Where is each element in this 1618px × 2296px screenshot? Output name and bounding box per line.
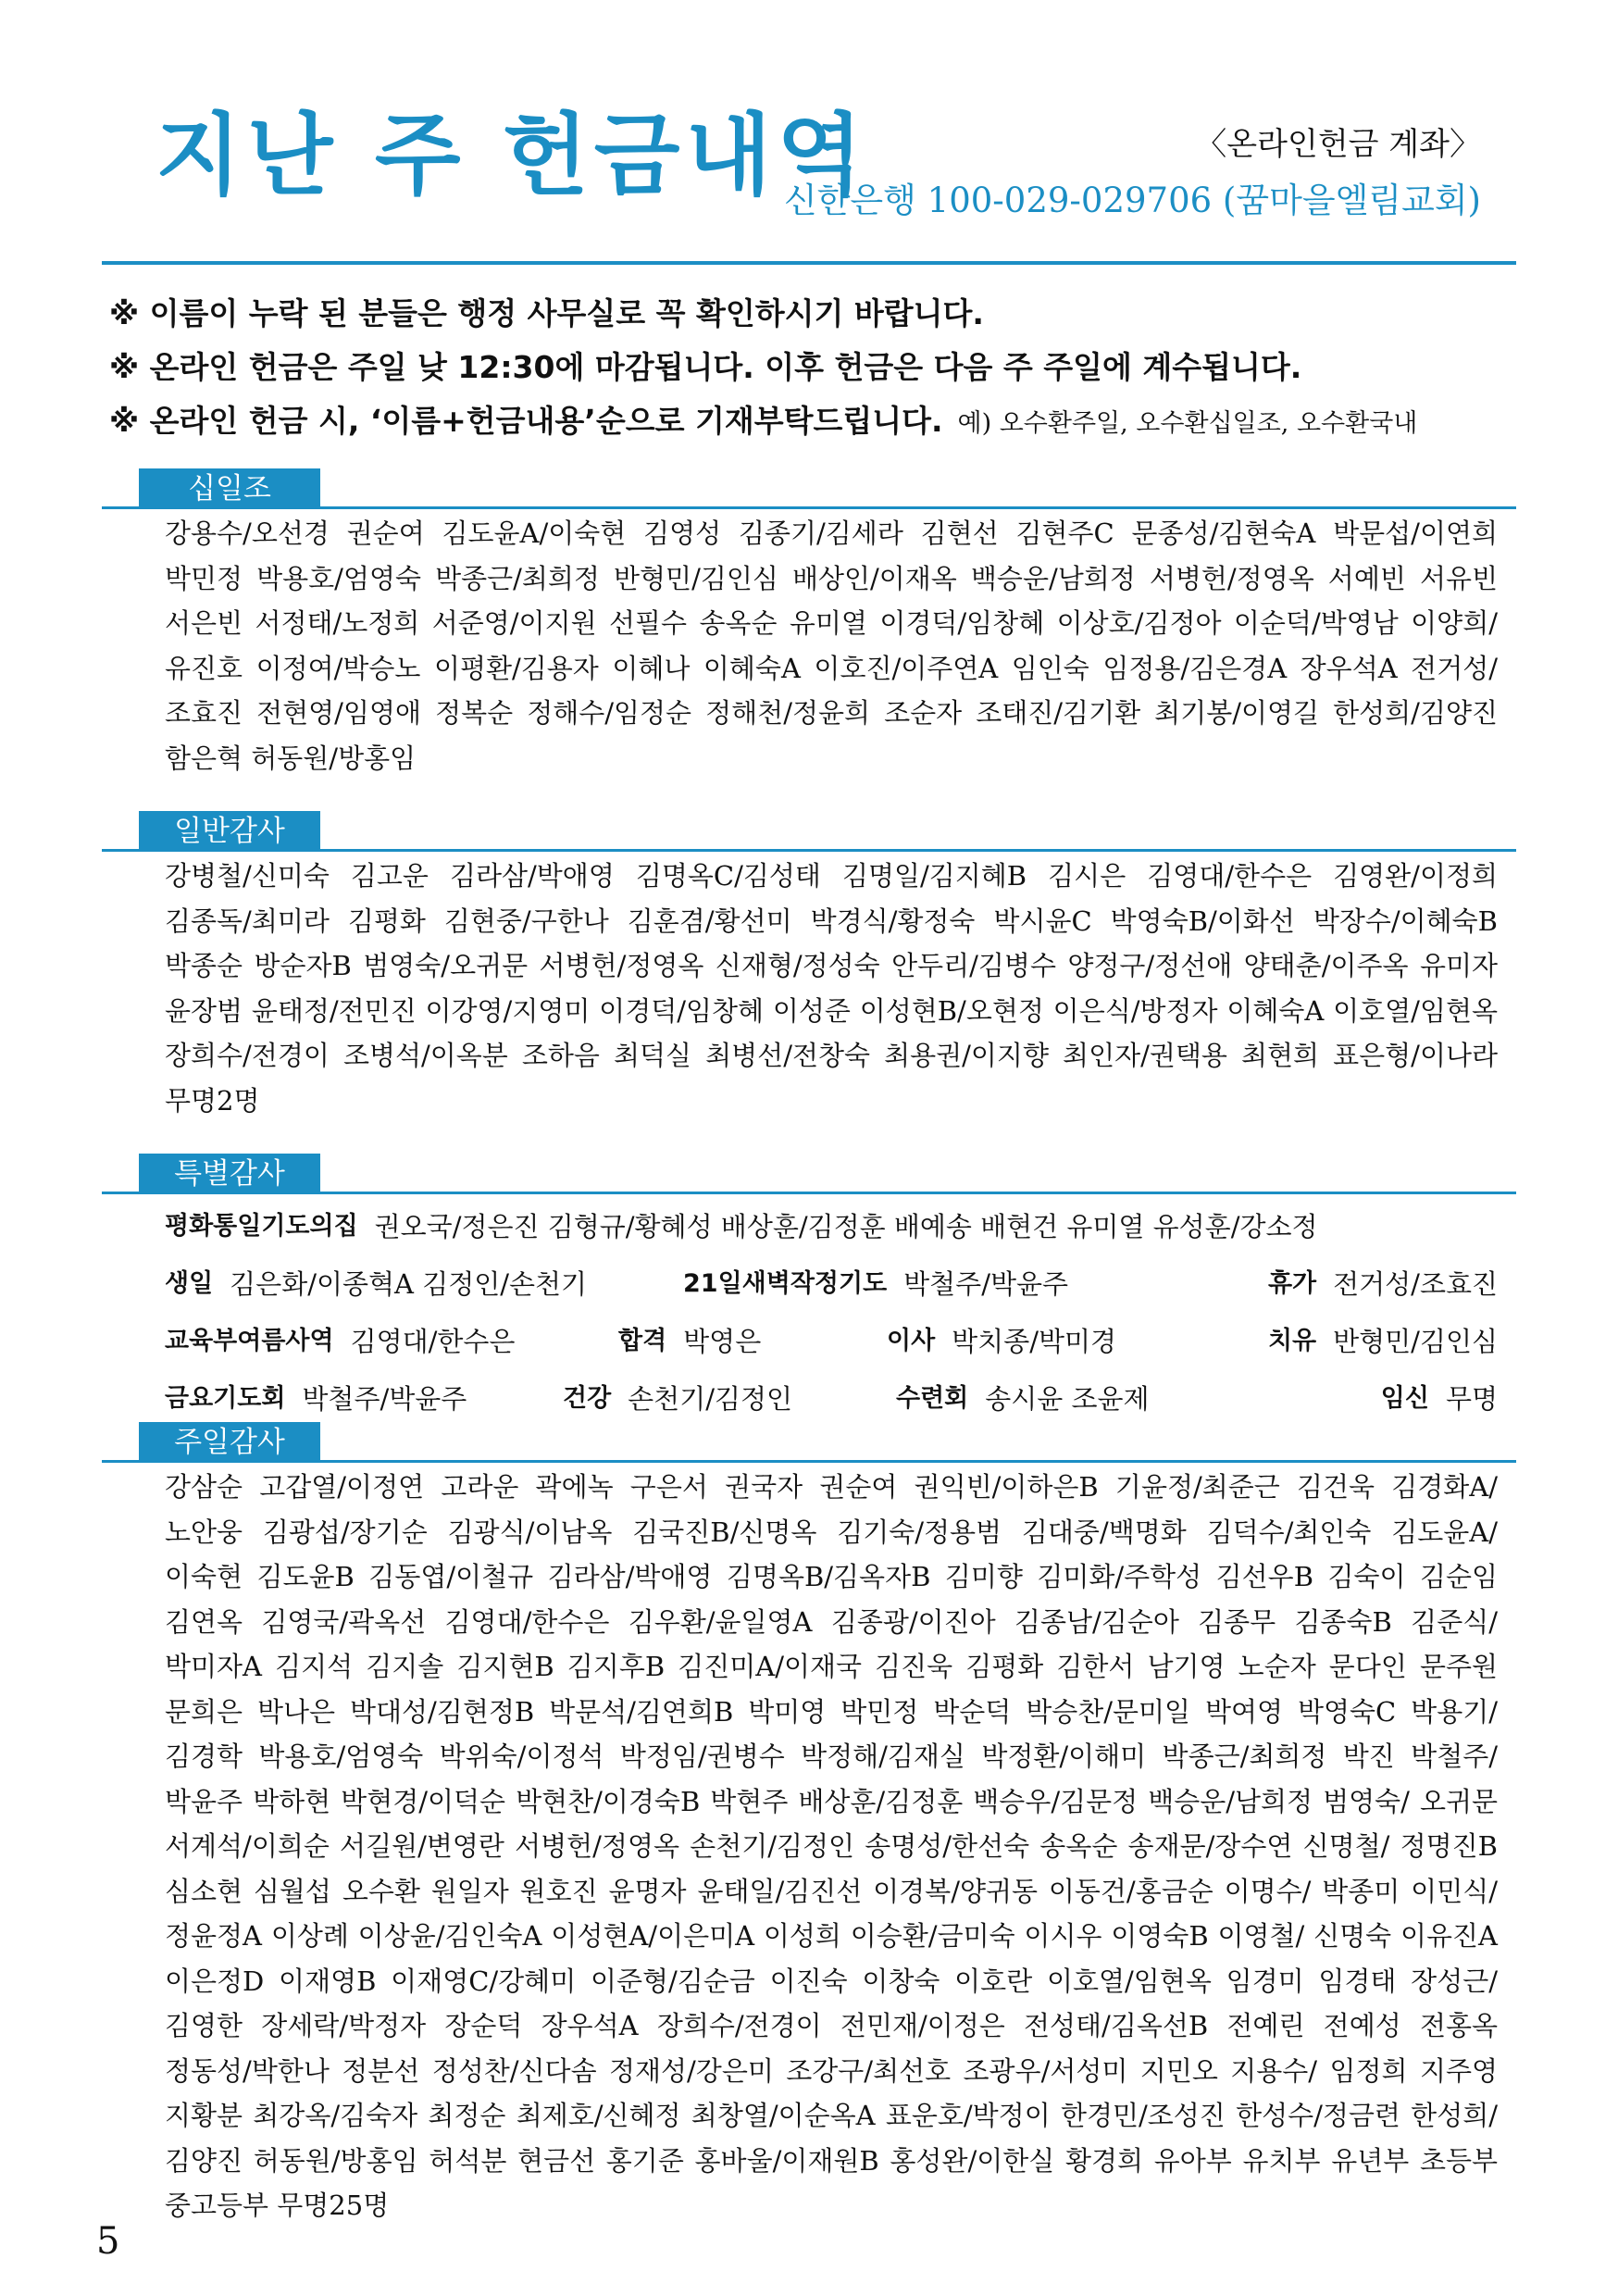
- special-item: [165, 1313, 618, 1370]
- special-label: 21일새벽작정기도: [683, 1269, 888, 1298]
- special-names: 박영은: [683, 1326, 762, 1357]
- special-label: 평화통일기도의집: [165, 1212, 358, 1241]
- notice-online-format: [109, 394, 1516, 448]
- special-names: 송시윤 조윤제: [985, 1383, 1150, 1415]
- special-label: 합격: [618, 1327, 667, 1355]
- section-header: [102, 1422, 1516, 1463]
- special-row: [165, 1370, 1498, 1428]
- special-names: 박철주/박윤주: [903, 1268, 1069, 1300]
- special-item: [896, 1370, 1248, 1428]
- special-item: [887, 1313, 1192, 1370]
- special-item: [1192, 1313, 1498, 1370]
- section-tithe: [102, 468, 1516, 780]
- special-names: 박철주/박윤주: [302, 1383, 467, 1415]
- special-label: 이사: [887, 1327, 936, 1355]
- special-item-peace: [165, 1198, 1318, 1255]
- special-item: [683, 1255, 1192, 1313]
- header-divider: [102, 261, 1516, 265]
- special-item: [1248, 1370, 1498, 1428]
- tithe-names: 강용수/오선경 권순여 김도윤A/이숙현 김영성 김종기/김세라 김현선 김현주C 문종성/김현숙A 박문섭/이연희 박민정 박용호/엄영숙 박종근/최희정 반형민/김인심 배상인/이재옥 백승운/남희정 서병헌/정영옥 서예빈 서유빈 서은빈 서정태/노정희 서준영/이지원 선필수 송옥순 유미열 이경덕/임창혜 이상호/김정아 이순덕/박영남 이양희/ 유진호 이정여/박승노 이평환/김용자 이혜나 이혜숙A 이호진/이주연A 임인숙 임정용/김은경A 장우석A 전거성/ 조효진 전현영/임영애 정복순 정해수/임정순 정해천/정윤희 조순자 조태진/김기환 최기봉/이영길 한성희/김양진 함은혁 허동원/방홍임: [165, 518, 1498, 774]
- special-row-peace: [165, 1198, 1498, 1255]
- special-row: [165, 1255, 1498, 1313]
- section-header: [102, 1154, 1516, 1194]
- special-names: 김영대/한수은: [350, 1326, 516, 1357]
- special-names: 전거성/조효진: [1333, 1268, 1498, 1300]
- notice-missing-names: [109, 287, 1516, 341]
- notice-text: ※ 온라인 헌금은 주일 낮 12:30에 마감됩니다. 이후 헌금은 다음 주 주일에 계수됩니다.: [109, 349, 1302, 385]
- page-title: 지난 주 헌금내역: [156, 104, 868, 207]
- special-names: 김은화/이종혁A 김정인/손천기: [230, 1268, 588, 1300]
- special-label: 임신: [1380, 1384, 1429, 1413]
- special-label: 수련회: [896, 1384, 969, 1413]
- general-thanks-names: 강병철/신미숙 김고운 김라삼/박애영 김명옥C/김성태 김명일/김지혜B 김시은 김영대/한수은 김영완/이정희 김종독/최미라 김평화 김현중/구한나 김훈겸/황선미 박경식/황정숙 박시윤C 박영숙B/이화선 박장수/이혜숙B 박종순 방순자B 범영숙/오귀문 서병헌/정영옥 신재형/정성숙 안두리/김병수 양정구/정선애 양태춘/이주옥 유미자 윤장범 윤태정/전민진 이강영/지영미 이경덕/임창혜 이성준 이성현B/오현정 이은식/방정자 이혜숙A 이호열/임현옥 장희수/전경이 조병석/이옥분 조하음 최덕실 최병선/전창숙 최용권/이지향 최인자/권택용 최현희 표은형/이나라 무명2명: [165, 860, 1498, 1117]
- special-item: [1192, 1255, 1498, 1313]
- page-number: 5: [96, 2220, 120, 2263]
- section-special-thanks: [102, 1154, 1516, 1428]
- special-item: [563, 1370, 896, 1428]
- section-header: [102, 468, 1516, 509]
- special-names: 무명: [1445, 1383, 1498, 1415]
- special-label: 교육부여름사역: [165, 1327, 334, 1355]
- notice-text: ※ 온라인 헌금 시, ‘이름+헌금내용’순으로 기재부탁드립니다.: [109, 403, 943, 439]
- special-thanks-list: [165, 1194, 1498, 1428]
- special-label: 생일: [165, 1269, 214, 1298]
- notice-online-deadline: [109, 341, 1516, 394]
- section-title-tithe: 십일조: [139, 468, 320, 509]
- special-names: 반형민/김인심: [1333, 1326, 1498, 1357]
- special-label: 건강: [563, 1384, 612, 1413]
- section-title-sunday: 주일감사: [139, 1422, 320, 1463]
- notice-example: 예) 오수환주일, 오수환십일조, 오수환국내: [957, 409, 1418, 438]
- account-number: 신한은행 100-029-029706 (꿈마을엘림교회): [783, 181, 1481, 220]
- special-row: [165, 1313, 1498, 1370]
- section-header: [102, 811, 1516, 852]
- special-item: [165, 1255, 683, 1313]
- special-label: 휴가: [1267, 1269, 1317, 1298]
- special-names: 손천기/김정인: [628, 1383, 793, 1415]
- special-names: 박치종/박미경: [952, 1326, 1117, 1357]
- notice-list: [109, 287, 1516, 448]
- special-names: 권오국/정은진 김형규/황혜성 배상훈/김정훈 배예송 배현건 유미열 유성훈/강소정: [374, 1211, 1318, 1242]
- section-sunday-thanks: [102, 1422, 1516, 2228]
- special-label: 치유: [1267, 1327, 1317, 1355]
- notice-text: ※ 이름이 누락 된 분들은 행정 사무실로 꼭 확인하시기 바랍니다.: [109, 295, 984, 331]
- section-title-special: 특별감사: [139, 1154, 320, 1194]
- special-label: 금요기도회: [165, 1384, 286, 1413]
- section-title-general: 일반감사: [139, 811, 320, 852]
- special-item: [165, 1370, 563, 1428]
- special-item: [618, 1313, 887, 1370]
- section-general-thanks: [102, 811, 1516, 1123]
- sunday-thanks-names: 강삼순 고갑열/이정연 고라운 곽에녹 구은서 권국자 권순여 권익빈/이하은B 기윤정/최준근 김건욱 김경화A/ 노안웅 김광섭/장기순 김광식/이남옥 김국진B/신명옥 김기숙/정용범 김대중/백명화 김덕수/최인숙 김도윤A/ 이숙현 김도윤B 김동엽/이철규 김라삼/박애영 김명옥B/김옥자B 김미향 김미화/주학성 김선우B 김숙이 김순임 김연옥 김영국/곽옥선 김영대/한수은 김우환/윤일영A 김종광/이진아 김종남/김순아 김종무 김종숙B 김준식/ 박미자A 김지석 김지솔 김지현B 김지후B 김진미A/이재국 김진욱 김평화 김한서 남기영 노순자 문다인 문주원 문희은 박나은 박대성/김현정B 박문석/김연희B 박미영 박민정 박순덕 박승찬/문미일 박여영 박영숙C 박용기/ 김경학 박용호/엄영숙 박위숙/이정석 박정임/권병수 박정해/김재실 박정환/이해미 박종근/최희정 박진 박철주/ 박윤주 박하현 박현경/이덕순 박현찬/이경숙B 박현주 배상훈/김정훈 백승우/김문정 백승운/남희정 범영숙/ 오귀문 서계석/이희순 서길원/변영란 서병헌/정영옥 손천기/김정인 송명성/한선숙 송옥순 송재문/장수연 신명철/ 정명진B 심소현 심월섭 오수환 원일자 원호진 윤명자 윤태일/김진선 이경복/양귀동 이동건/홍금순 이명수/ 박종미 이민식/정윤정A 이상례 이상윤/김인숙A 이성현A/이은미A 이성희 이승환/금미숙 이시우 이영숙B 이영철/ 신명숙 이유진A 이은정D 이재영B 이재영C/강혜미 이준형/김순금 이진숙 이창숙 이호란 이호열/임현옥 임경미 임경태 장성근/김영한 장세락/박정자 장순덕 장우석A 장희수/전경이 전민재/이정은 전성태/김옥선B 전예린 전예성 전홍옥 정동성/박한나 정분선 정성찬/신다솜 정재성/강은미 조강구/최선호 조광우/서성미 지민오 지용수/ 임정희 지주영 지황분 최강옥/김숙자 최정순 최제호/신혜정 최창열/이순옥A 표운호/박정이 한경민/조성진 한성수/정금련 한성희/김양진 허동원/방홍임 허석분 현금선 홍기준 홍바울/이재원B 홍성완/이한실 황경희 유아부 유치부 유년부 초등부 중고등부 무명25명: [165, 1471, 1498, 2221]
- account-label: 〈온라인헌금 계좌〉: [1195, 126, 1481, 163]
